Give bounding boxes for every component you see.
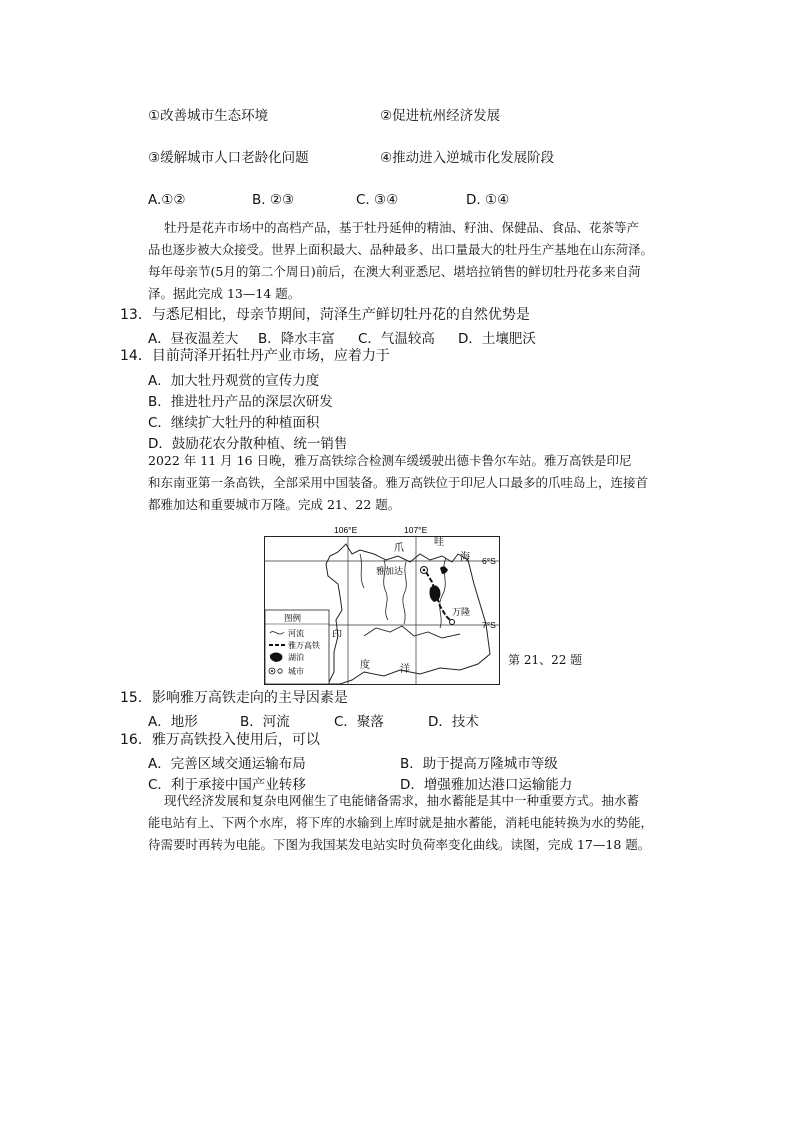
longitude-106-label: 106°E (334, 525, 358, 535)
sea-label: 海 (460, 552, 470, 563)
latitude-6-label: 6°S (482, 556, 496, 566)
passage-pumped-storage-line-3: 待需要时再转为电能。下图为我国某发电站实时负荷率变化曲线。读图，完成 17—18 题。 (148, 837, 651, 852)
longitude-107-label: 107°E (404, 525, 428, 535)
latitude-7-label: 7°S (482, 620, 496, 630)
prev-choice-b: B. ②③ (252, 192, 295, 208)
question-14-option-b: B．推进牡丹产品的深层次研发 (148, 394, 333, 410)
prev-option-1: ①改善城市生态环境 (148, 108, 269, 124)
question-13-option-c: C．气温较高 (358, 331, 435, 347)
question-13-option-a: A．昼夜温差大 (148, 331, 239, 347)
jakarta-label: 雅加达 (376, 567, 404, 577)
question-16-stem: 16．雅万高铁投入使用后，可以 (120, 732, 320, 748)
question-14-option-c: C．继续扩大牡丹的种植面积 (148, 415, 320, 431)
passage-peony-line-3: 每年母亲节(5月的第二个周日)前后，在澳大利亚悉尼、堪培拉销售的鲜切牡丹花多来自菏 (148, 264, 641, 279)
prev-choice-d: D. ①④ (466, 192, 510, 208)
question-13-option-d: D．土壤肥沃 (458, 331, 536, 347)
passage-pumped-storage-line-2: 能电站有上、下两个水库，将下库的水输到上库时就是抽水蓄能，消耗电能转换为水的势能， (148, 816, 653, 830)
prev-choice-c: C. ③④ (356, 192, 399, 208)
indian-ocean-label-1: 印 (332, 630, 342, 641)
indian-ocean-label-3: 洋 (400, 664, 410, 675)
question-15-option-c: C．聚落 (334, 714, 384, 730)
java-label-2: 哇 (434, 537, 444, 548)
question-14-stem: 14．目前菏泽开拓牡丹产业市场，应着力于 (120, 348, 390, 364)
prev-option-3: ③缓解城市人口老龄化问题 (148, 150, 309, 166)
map-caption: 第 21、22 题 (508, 653, 583, 667)
passage-railway-line-1: 2022 年 11 月 16 日晚，雅万高铁综合检测车缓缓驶出德卡鲁尔车站。雅万高铁是印尼 (148, 453, 632, 468)
question-16-option-b: B．助于提高万隆城市等级 (400, 756, 558, 772)
bandung-city-marker (450, 620, 455, 625)
legend-river-label: 河流 (288, 629, 304, 638)
prev-choice-a: A.①② (148, 192, 186, 208)
legend-lake-label: 湖泊 (288, 653, 304, 662)
passage-pumped-storage-line-1: 现代经济发展和复杂电网催生了电能储备需求，抽水蓄能是其中一种重要方式。抽水蓄 (164, 793, 640, 808)
question-16-option-a: A．完善区域交通运输布局 (148, 756, 306, 772)
legend-city-label: 城市 (288, 667, 304, 676)
question-14-option-d: D．鼓励花农分散种植、统一销售 (148, 436, 348, 452)
prev-option-2: ②促进杭州经济发展 (380, 108, 501, 124)
question-15-option-b: B．河流 (240, 714, 290, 730)
question-15-option-d: D．技术 (428, 714, 479, 730)
passage-peony-line-2: 品也逐步被大众接受。世界上面积最大、品种最多、出口量最大的牡丹生产基地在山东菏泽。 (148, 243, 653, 257)
question-13-stem: 13．与悉尼相比，母亲节期间，菏泽生产鲜切牡丹花的自然优势是 (120, 307, 530, 323)
indian-ocean-label-2: 度 (360, 660, 370, 671)
question-16-option-d: D．增强雅加达港口运输能力 (400, 777, 573, 793)
question-14-option-a: A．加大牡丹观赏的宣传力度 (148, 373, 320, 389)
java-label-1: 爪 (394, 543, 404, 554)
question-16-option-c: C．利于承接中国产业转移 (148, 777, 306, 793)
question-13-option-b: B．降水丰富 (258, 331, 335, 347)
bandung-label: 万隆 (452, 608, 471, 618)
passage-peony-line-1: 牡丹是花卉市场中的高档产品，基于牡丹延伸的精油、籽油、保健品、食品、花茶等产 (164, 220, 640, 235)
legend-title: 图例 (284, 614, 302, 624)
legend-rail-label: 雅万高铁 (288, 641, 320, 650)
passage-peony-line-4: 泽。据此完成 13—14 题。 (148, 286, 301, 301)
legend-city-symbol (278, 669, 282, 673)
prev-option-4: ④推动进入逆城市化发展阶段 (380, 150, 555, 166)
jakarta-bandung-railway-map (264, 524, 500, 688)
question-15-option-a: A．地形 (148, 714, 198, 730)
passage-railway-line-3: 都雅加达和重要城市万隆。完成 21、22 题。 (148, 497, 401, 512)
passage-railway-line-2: 和东南亚第一条高铁，全部采用中国装备。雅万高铁位于印尼人口最多的爪哇岛上，连接首 (148, 475, 649, 490)
question-15-stem: 15．影响雅万高铁走向的主导因素是 (120, 690, 348, 706)
